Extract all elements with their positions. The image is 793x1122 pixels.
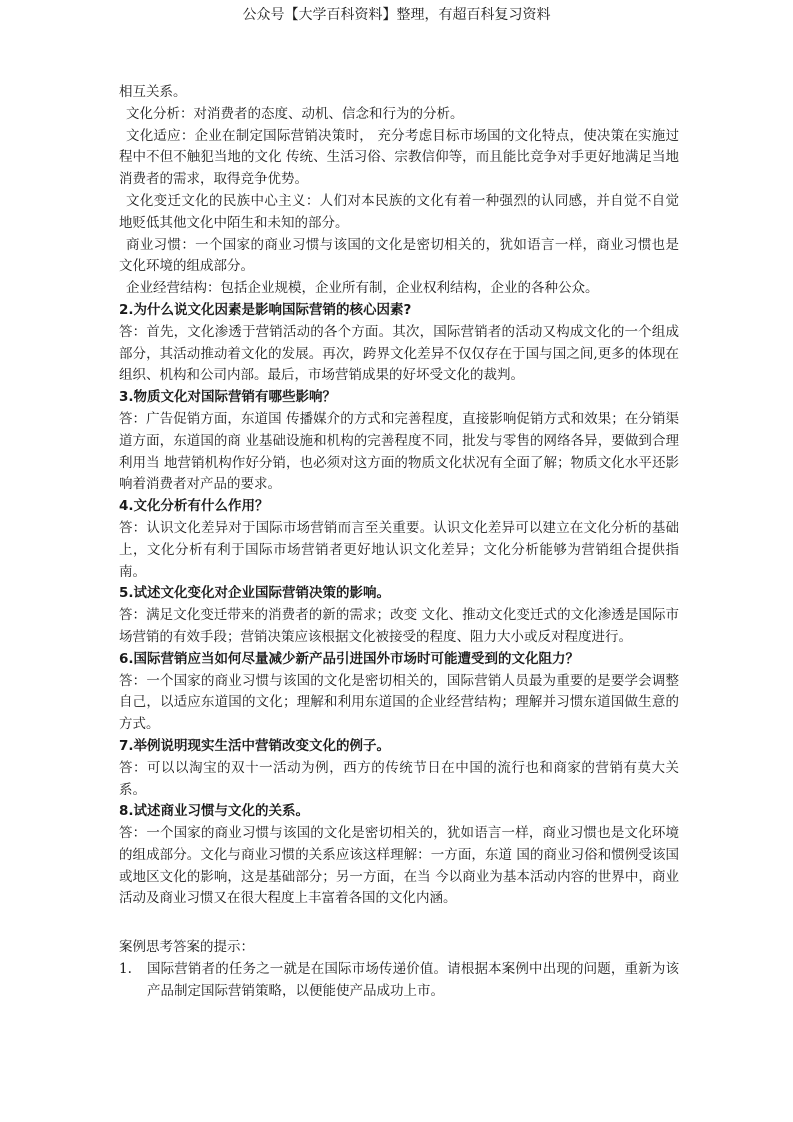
answer-8: 答：一个国家的商业习惯与该国的文化是密切相关的，犹如语言一样，商业习惯也是文化环境的组成部分。文化与商业习惯的关系应该这样理解：一方面，东道 国的商业习俗和惯例受该国或地区文化的影响，这是基础部分；另一方面，在当 今以商业为基本活动内容的世界中，商业活动及商业习惯又在很大程度上丰富着各国的文化内涵。: [119, 825, 679, 907]
question-6: 6.国际营销应当如何尽量减少新产品引进国外市场时可能遭受到的文化阻力？: [119, 650, 580, 667]
question-7: 7.举例说明现实生活中营销改变文化的例子。: [119, 737, 391, 754]
definition-culture-adaptation: 文化适应：企业在制定国际营销决策时， 充分考虑目标市场国的文化特点，使决策在实施过程中不但不触犯当地的文化 传统、生活习俗、宗教信仰等，而且能比竞争对手更好地满足当地消费者的需求，取得竞争优势。: [119, 127, 679, 188]
definition-ethnocentrism: 文化变迁文化的民族中心主义：人们对本民族的文化有着一种强烈的认同感，并自觉不自觉地贬低其他文化中陌生和未知的部分。: [119, 192, 679, 231]
answer-5: 答：满足文化变迁带来的消费者的新的需求；改变 文化、推动文化变迁式的文化渗透是国际市场营销的有效手段；营销决策应该根据文化被接受的程度、阻力大小或反对程度进行。: [119, 607, 679, 645]
case-item: [119, 959, 679, 1003]
definition-culture-analysis: 文化分析：对消费者的态度、动机、信念和行为的分析。: [126, 105, 464, 122]
case-item-number: 1.: [119, 960, 132, 977]
question-8: 8.试述商业习惯与文化的关系。: [119, 803, 310, 820]
paragraph: 相互关系。: [119, 84, 187, 100]
definition-business-custom: 商业习惯：一个国家的商业习惯与该国的文化是密切相关的，犹如语言一样，商业习惯也是文化环境的组成部分。: [119, 236, 679, 275]
case-section: [119, 937, 679, 1002]
answer-2: 答：首先，文化渗透于营销活动的各个方面。其次，国际营销者的活动又构成文化的一个组成部分，其活动推动着文化的发展。再次，跨界文化差异不仅仅存在于国与国之间,更多的体现在组织、机构和公司内部。最后，市场营销成果的好坏受文化的裁判。: [119, 323, 679, 384]
document-body: [119, 82, 679, 910]
question-2: 2.为什么说文化因素是影响国际营销的核心因素?: [119, 301, 412, 318]
page-header: 公众号【大学百科资料】整理，有超百科复习资料: [242, 7, 551, 23]
question-5: 5.试述文化变化对企业国际营销决策的影响。: [119, 585, 391, 602]
answer-6: 答：一个国家的商业习惯与该国的文化是密切相关的，国际营销人员最为重要的是要学会调整自己，以适应东道国的文化；理解和利用东道国的企业经营结构；理解并习惯东道国做生意的方式。: [119, 672, 679, 733]
case-title: 案例思考答案的提示：: [119, 939, 254, 955]
question-3: 3.物质文化对国际营销有哪些影响？: [119, 389, 337, 406]
answer-4: 答：认识文化差异对于国际市场营销而言至关重要。认识文化差异可以建立在文化分析的基础上，文化分析有利于国际市场营销者更好地认识文化差异；文化分析能够为营销组合提供指南。: [119, 519, 679, 580]
answer-3: 答：广告促销方面，东道国 传播媒介的方式和完善程度，直接影响促销方式和效果；在分销渠道方面，东道国的商 业基础设施和机构的完善程度不同，批发与零售的网络各异，要做到合理利用当 地营销机构作好分销，也必须对这方面的物质文化状况有全面了解；物质文化水平还影响着消费者对产品的要求。: [119, 410, 679, 493]
definition-business-structure: 企业经营结构：包括企业规模，企业所有制，企业权利结构，企业的各种公众。: [126, 280, 599, 297]
answer-7: 答：可以以淘宝的双十一活动为例，西方的传统节日在中国的流行也和商家的营销有莫大关系。: [119, 759, 679, 798]
question-4: 4.文化分析有什么作用？: [119, 498, 269, 515]
case-item-text: 国际营销者的任务之一就是在国际市场传递价值。请根据本案例中出现的问题，重新为该产品制定国际营销策略，以便能使产品成功上市。: [147, 960, 679, 999]
